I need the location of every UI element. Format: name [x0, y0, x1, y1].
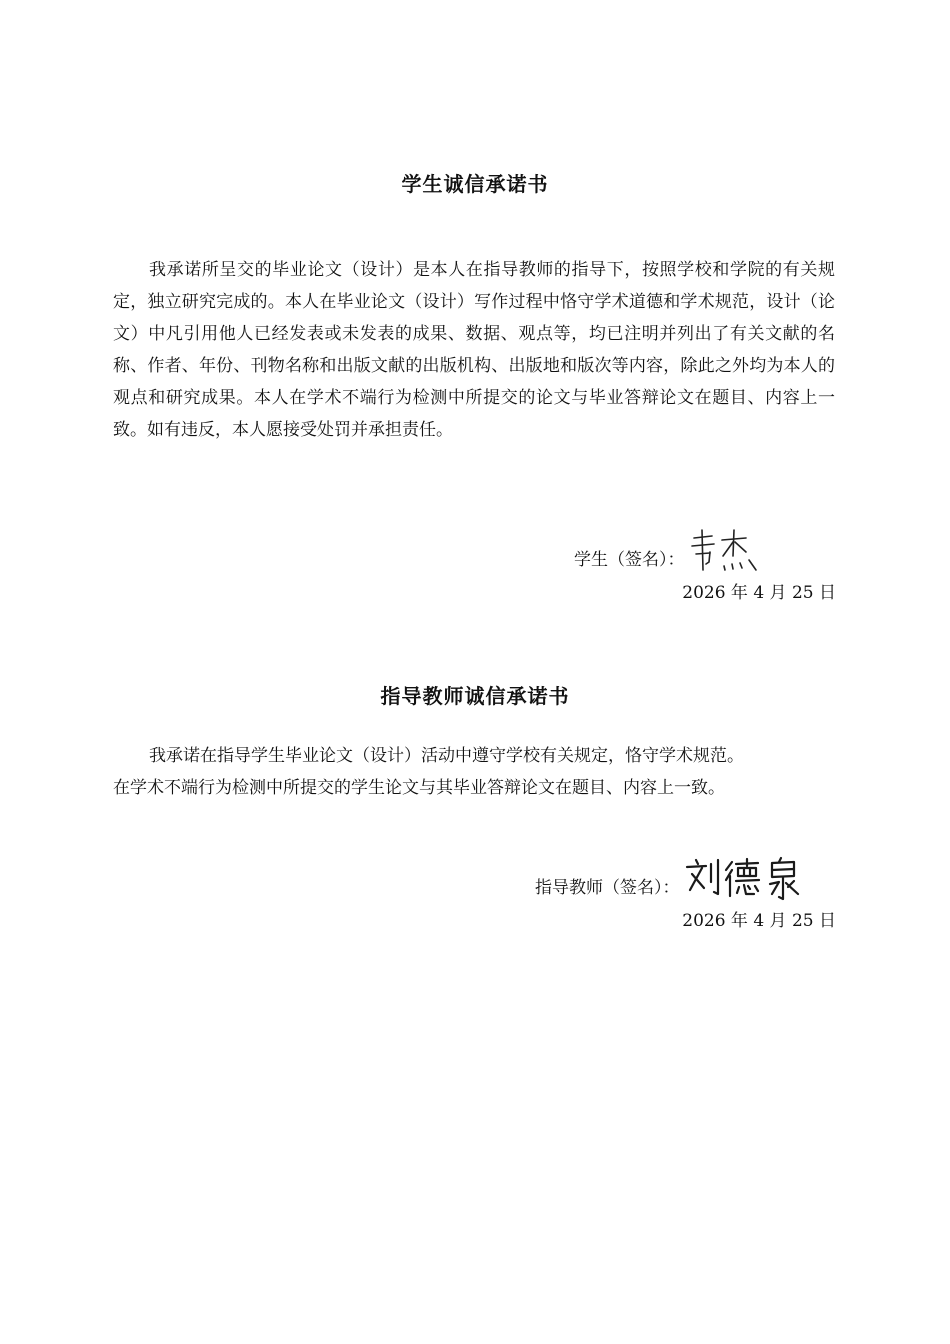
teacher-signature-date: 2026 年 4 月 25 日 — [682, 911, 836, 931]
teacher-pledge-paragraph-2: 在学术不端行为检测中所提交的学生论文与其毕业答辩论文在题目、内容上一致。 — [113, 778, 725, 798]
student-handwritten-signature — [688, 526, 764, 574]
teacher-signature-label: 指导教师（签名）： — [535, 878, 680, 898]
student-signature-date: 2026 年 4 月 25 日 — [682, 583, 836, 603]
teacher-handwritten-signature — [684, 856, 804, 902]
student-signature-label: 学生（签名）： — [574, 550, 685, 570]
student-pledge-paragraph: 我承诺所呈交的毕业论文（设计）是本人在指导教师的指导下，按照学校和学院的有关规定，独立研究完成的。本人在毕业论文（设计）写作过程中恪守学术道德和学术规范，设计（论文）中凡引用他人已经发表或未发表的成果、数据、观点等，均已注明并列出了有关文献的名称、作者、年份、刊物名称和出版文献的出版机构、出版地和版次等内容，除此之外均为本人的观点和研究成果。本人在学术不端行为检测中所提交的论文与毕业答辩论文在题目、内容上一致。如有违反，本人愿接受处罚并承担责任。 — [113, 260, 835, 440]
student-pledge-title: 学生诚信承诺书 — [401, 172, 549, 196]
teacher-pledge-paragraph-1: 我承诺在指导学生毕业论文（设计）活动中遵守学校有关规定，恪守学术规范。 — [149, 746, 744, 766]
teacher-pledge-title: 指导教师诚信承诺书 — [380, 684, 570, 708]
